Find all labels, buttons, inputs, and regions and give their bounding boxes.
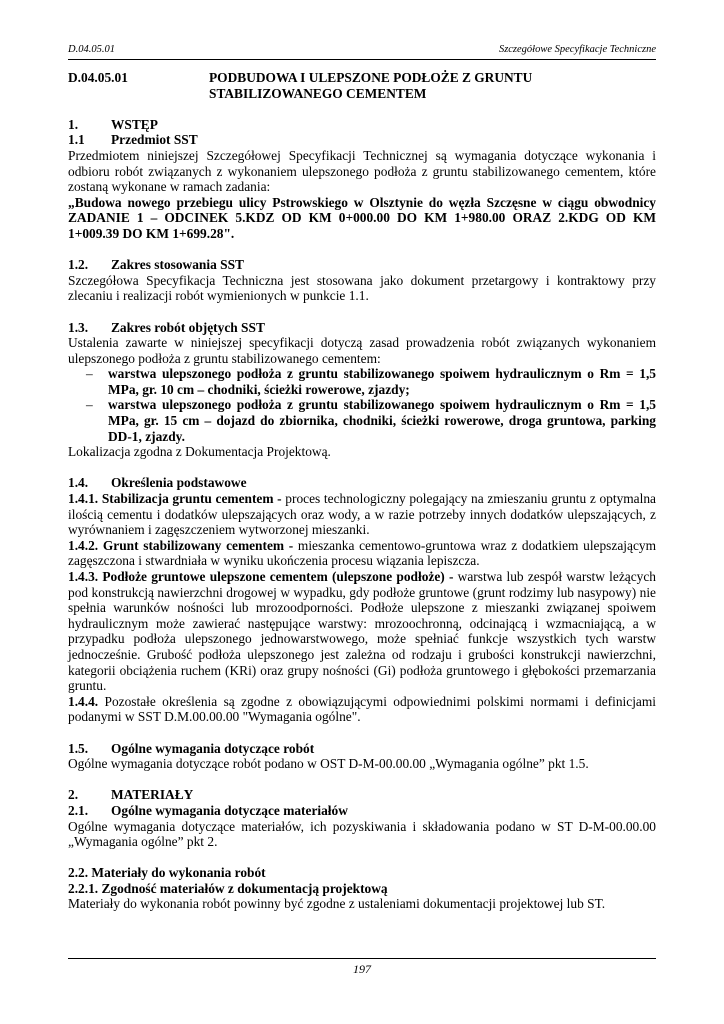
section-2-heading: 2. MATERIAŁY — [68, 787, 194, 803]
section-2-2-1-body: Materiały do wykonania robót powinny być zgodne z ustaleniami dokumentacji projektowej lub ST. — [68, 896, 606, 912]
section-1-4-heading: 1.4. Określenia podstawowe — [68, 475, 247, 491]
section-1-1-body: Przedmiotem niniejszej Szczegółowej Specyfikacji Technicznej są wymagania dotyczące wykonania i odbioru robót związanych z wykonaniem ulepszonego podłoża z gruntu stabilizowanego cementem, które zostaną wykonane w ramach zadania: — [68, 147, 656, 195]
header-title: Szczegółowe Specyfikacje Techniczne — [498, 44, 656, 55]
title-line-1: PODBUDOWA I ULEPSZONE PODŁOŻE Z GRUNTU — [209, 70, 533, 85]
definition-1-4-3: 1.4.3. Podłoże gruntowe ulepszone cementem (ulepszone podłoże) - warstwa lub zespół warstw leżących pod konstrukcją nawierzchni drogowej w wypadku, gdy podłoże gruntowe (grunt rodzimy lub nasypowy) nie spełnia warunków nośności lub mrozoodporności. Podłoże ulepszone z mieszanki związanej spoiwem hydraulicznym może zawierać następujące warstwy: mrozoochronną, odcinającą i wzmacniającą, a w przypadku podłoża ulepszonego jednowarstwowego, może spełniać funkcje wszystkich tych warstw jednocześnie. Grubość podłoża ulepszonego jest zależna od rodzaju i grubości konstrukcji nawierzchni, kategorii obciążenia ruchem (KRi) oraz grupy nośności (Gi) podłoża gruntowego i głębokości przemarzania gruntu. — [68, 569, 656, 694]
section-2-1-body: Ogólne wymagania dotyczące materiałów, ich pozyskiwania i składowania podano w ST D-M-00.00.00 „Wymagania ogólne” pkt 2. — [68, 818, 656, 850]
footer-rule — [68, 958, 656, 959]
dash-bullet: – — [86, 397, 93, 413]
section-1-1-heading: 1.1 Przedmiot SST — [68, 132, 198, 148]
document-body — [68, 67, 656, 912]
list-item: – warstwa ulepszonego podłoża z gruntu stabilizowanego spoiwem hydraulicznym o Rm = 1,5 MPa, gr. 10 cm – chodniki, ścieżki rowerowe, zjazdy; — [68, 366, 656, 397]
list-item: – warstwa ulepszonego podłoża z gruntu stabilizowanego spoiwem hydraulicznym o Rm = 1,5 MPa, gr. 15 cm – dojazd do zbiornika, chodniki, ścieżki rowerowe, droga gruntowa, parking DD-1, zjazdy. — [68, 397, 656, 444]
section-1-3-heading: 1.3. Zakres robót objętych SST — [68, 319, 265, 335]
page-number: 197 — [353, 962, 371, 976]
document-title — [68, 70, 656, 101]
definition-1-4-2: 1.4.2. Grunt stabilizowany cementem - mieszanka cementowo-gruntowa wraz z dodatkiem ulepszającym zagęszczona i stwardniała w wyniku ukończenia procesu wiązania lepiszcza. — [68, 537, 656, 569]
section-1-3-body: Ustalenia zawarte w niniejszej specyfikacji dotyczą zasad prowadzenia robót związanych wykonaniem ulepszonego podłoża z gruntu stabilizowanego cementem: — [68, 335, 656, 366]
section-1-2-heading: 1.2. Zakres stosowania SST — [68, 257, 244, 273]
header-code: D.04.05.01 — [68, 44, 115, 55]
section-1-heading: 1. WSTĘP — [68, 116, 158, 132]
dash-bullet: – — [86, 366, 93, 382]
scope-list — [68, 366, 656, 444]
document-page — [68, 0, 656, 1024]
title-line-2: STABILIZOWANEGO CEMENTEM — [209, 85, 427, 101]
document-code: D.04.05.01 — [68, 70, 128, 85]
section-2-1-heading: 2.1. Ogólne wymagania dotyczące materiałów — [68, 802, 348, 818]
location-note: Lokalizacja zgodna z Dokumentacja Projektową. — [68, 444, 331, 460]
definition-1-4-1: 1.4.1. Stabilizacja gruntu cementem - proces technologiczny polegający na zmieszaniu gruntu z optymalna ilością cementu i dodatków ulepszających oraz wody, a w razie potrzeby innych dodatków ulepszających, z wyrównaniem i zagęszczeniem wytworzonej mieszanki. — [68, 491, 656, 538]
section-1-5-heading: 1.5. Ogólne wymagania dotyczące robót — [68, 740, 315, 756]
definition-1-4-4: 1.4.4. Pozostałe określenia są zgodne z obowiązującymi odpowiednimi polskimi normami i definicjami podanymi w SST D.M.00.00.00 "Wymagania ogólne". — [68, 693, 656, 725]
section-1-2-body: Szczegółowa Specyfikacja Techniczna jest stosowana jako dokument przetargowy i kontraktowy przy zlecaniu i realizacji robót wymienionych w punkcie 1.1. — [68, 272, 656, 304]
section-2-2-1-heading: 2.2.1. Zgodność materiałów z dokumentacją projektową — [68, 880, 388, 896]
section-1-5-body: Ogólne wymagania dotyczące robót podano w OST D-M-00.00.00 „Wymagania ogólne” pkt 1.5. — [68, 756, 589, 772]
task-name: „Budowa nowego przebiegu ulicy Pstrowskiego w Olsztynie do węzła Szczęsne w ciągu obwodnicy ZADANIE 1 – ODCINEK 5.KDZ OD KM 0+000.00 DO KM 1+980.00 ORAZ 2.KDG OD KM 1+009.39 DO KM 1+699.28". — [68, 194, 656, 241]
header-rule — [68, 59, 656, 60]
section-2-2-heading: 2.2. Materiały do wykonania robót — [68, 865, 266, 881]
